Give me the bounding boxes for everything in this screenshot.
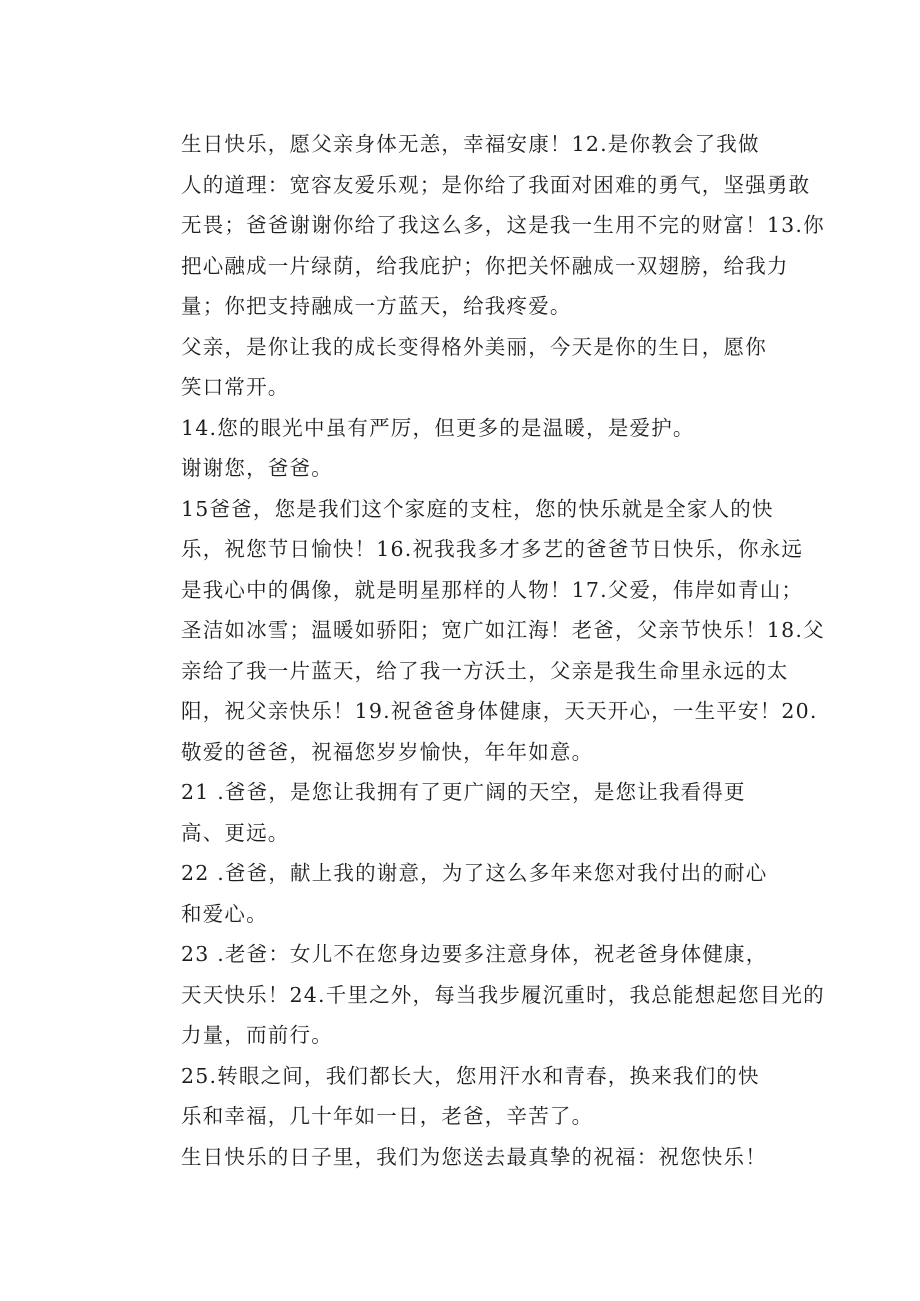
text-line: 量；你把支持融成一方蓝天，给我疼爱。 — [181, 294, 572, 318]
text-line: 乐和幸福，几十年如一日，老爸，辛苦了。 — [181, 1104, 594, 1128]
text-line: 高、更远。 — [181, 820, 290, 845]
paragraph-9 — [140, 1056, 790, 1137]
text-line: 生日快乐，愿父亲身体无恙，幸福安康！12.是你教会了我做 — [181, 132, 760, 156]
text-line: 生日快乐的日子里，我们为您送去最真挚的祝福：祝您快乐！ — [181, 1144, 767, 1169]
paragraph-2 — [140, 327, 790, 408]
paragraph-8 — [140, 934, 825, 1056]
paragraph-1 — [140, 124, 825, 327]
text-line: 把心融成一片绿荫，给我庇护；你把关怀融成一双翅膀，给我力 — [181, 253, 789, 278]
paragraph-5 — [140, 489, 825, 773]
text-line: 人的道理：宽容友爱乐观；是你给了我面对困难的勇气，坚强勇敢 — [181, 172, 811, 197]
paragraph-10 — [140, 1137, 790, 1178]
text-line: 敬爱的爸爸，祝福您岁岁愉快，年年如意。 — [181, 739, 594, 764]
text-line: 谢谢您，爸爸。 — [181, 456, 333, 480]
document-body — [140, 124, 825, 1177]
text-line: 天天快乐！24.千里之外，每当我步履沉重时，我总能想起您目光的 — [181, 982, 825, 1007]
text-line: 23 .老爸：女儿不在您身边要多注意身体，祝老爸身体健康， — [181, 942, 768, 966]
paragraph-6 — [140, 772, 790, 853]
text-line: 亲给了我一片蓝天，给了我一方沃土，父亲是我生命里永远的太 — [181, 658, 789, 683]
paragraph-7 — [140, 853, 790, 934]
text-line: 阳，祝父亲快乐！19.祝爸爸身体健康，天天开心，一生平安！20. — [181, 699, 818, 723]
text-line: 力量，而前行。 — [181, 1023, 333, 1047]
text-line: 无畏；爸爸谢谢你给了我这么多，这是我一生用不完的财富！13.你 — [181, 213, 825, 237]
text-line: 是我心中的偶像，就是明星那样的人物！17.父爱，伟岸如青山； — [181, 577, 804, 602]
text-line: 乐，祝您节日愉快！16.祝我我多才多艺的爸爸节日快乐，你永远 — [181, 537, 804, 561]
text-line: 25.转眼之间，我们都长大，您用汗水和青春，换来我们的快 — [181, 1063, 760, 1088]
text-line: 圣洁如冰雪；温暖如骄阳；宽广如江海！老爸，父亲节快乐！18.父 — [181, 618, 825, 642]
text-line: 14.您的眼光中虽有严厉，但更多的是温暖，是爱护。 — [181, 415, 695, 440]
text-line: 15爸爸，您是我们这个家庭的支柱，您的快乐就是全家人的快 — [181, 496, 774, 521]
text-line: 和爱心。 — [181, 901, 268, 926]
text-line: 笑口常开。 — [181, 375, 290, 399]
paragraph-3 — [140, 408, 790, 449]
text-line: 21 .爸爸，是您让我拥有了更广阔的天空，是您让我看得更 — [181, 780, 746, 804]
text-line: 父亲，是你让我的成长变得格外美丽，今天是你的生日，愿你 — [181, 334, 767, 359]
text-line: 22 .爸爸，献上我的谢意，为了这么多年来您对我付出的耐心 — [181, 861, 768, 885]
paragraph-4 — [140, 448, 790, 489]
